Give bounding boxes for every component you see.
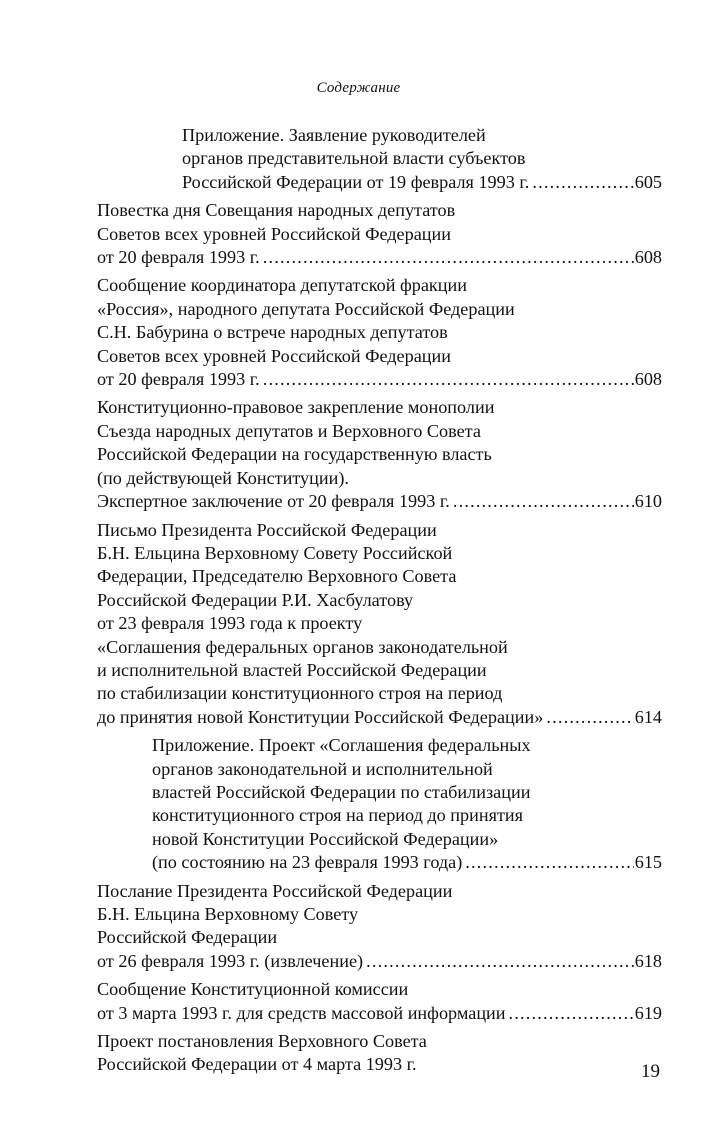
toc-entry-line: от 3 марта 1993 г. для средств массовой информации <box>97 1002 506 1023</box>
toc-entry <box>97 274 662 391</box>
toc-entry-line: Российской Федерации от 4 марта 1993 г. <box>97 1054 417 1075</box>
toc-entry-line: С.Н. Бабурина о встрече народных депутатов <box>97 322 448 343</box>
toc-entry-line: Российской Федерации <box>97 927 278 948</box>
toc-entry-line: властей Российской Федерации по стабилизации <box>152 781 531 802</box>
toc-entry-line: от 20 февраля 1993 г. <box>97 247 260 268</box>
toc-entry <box>97 880 662 974</box>
toc-entry-line: органов законодательной и исполнительной <box>152 758 493 779</box>
toc-entry <box>97 199 662 269</box>
toc-entry-line: Федерации, Председателю Верховного Совета <box>97 566 457 587</box>
toc-entry-line: Российской Федерации на государственную власть <box>97 444 492 465</box>
toc-entry-line: Проект постановления Верховного Совета <box>97 1031 427 1052</box>
toc-entry-line: по стабилизации конституционного строя на период <box>97 683 503 704</box>
toc-entry-line: Б.Н. Ельцина Верховному Совету Российской <box>97 542 453 563</box>
toc-page-ref: 615 <box>634 852 662 873</box>
toc-entry-line: Советов всех уровней Российской Федерации <box>97 223 451 244</box>
toc-entry-line: конституционного строя на период до принятия <box>152 805 524 826</box>
toc-page-ref: 614 <box>634 706 662 727</box>
toc-entry-line: Повестка дня Совещания народных депутатов <box>97 200 456 221</box>
toc-entry-line: Съезда народных депутатов и Верховного Совета <box>97 420 481 441</box>
toc-entry-line: и исполнительной властей Российской Федерации <box>97 659 487 680</box>
dot-leader <box>263 368 634 391</box>
toc-entry-line: Экспертное заключение от 20 февраля 1993 г. <box>97 491 450 512</box>
toc-entry <box>97 978 662 1025</box>
toc-page-ref: 618 <box>634 950 662 971</box>
table-of-contents <box>97 124 662 1082</box>
toc-page-ref: 605 <box>634 171 662 192</box>
toc-entry-line: Письмо Президента Российской Федерации <box>97 519 437 540</box>
toc-entry-last-line <box>97 1002 662 1025</box>
toc-entry <box>97 734 662 874</box>
toc-entry-line: Российской Федерации Р.И. Хасбулатову <box>97 589 414 610</box>
toc-entry-last-line <box>152 851 662 874</box>
toc-entry-line: Б.Н. Ельцина Верховному Совету <box>97 904 359 924</box>
toc-entry-line: до принятия новой Конституции Российской Федерации» <box>97 706 544 727</box>
dot-leader <box>465 851 633 874</box>
toc-entry <box>97 396 662 513</box>
toc-entry-last-line <box>97 246 662 269</box>
toc-entry-line: «Россия», народного депутата Российской Федерации <box>97 298 515 319</box>
toc-entry-line: Российской Федерации от 19 февраля 1993 г. <box>182 171 530 192</box>
toc-entry <box>97 124 662 194</box>
toc-entry-last-line <box>97 490 662 513</box>
toc-entry-line: Послание Президента Российской Федерации <box>97 880 453 901</box>
toc-entry-line: от 23 февраля 1993 года к проекту <box>97 613 363 634</box>
toc-page-ref: 610 <box>634 491 662 512</box>
toc-entry-line: (по действующей Конституции). <box>97 467 349 488</box>
toc-entry-last-line <box>97 368 662 391</box>
toc-page-ref: 608 <box>634 247 662 268</box>
dot-leader <box>366 950 634 973</box>
dot-leader <box>509 1002 634 1025</box>
dot-leader <box>263 246 634 269</box>
toc-entry <box>97 1030 662 1077</box>
toc-entry-line: Приложение. Проект «Соглашения федеральных <box>152 735 531 756</box>
toc-page-ref: 619 <box>634 1002 662 1023</box>
toc-entry-line: Приложение. Заявление руководителей <box>182 125 486 145</box>
running-header: Содержание <box>316 80 401 96</box>
dot-leader <box>532 171 633 194</box>
toc-entry-line: органов представительной власти субъектов <box>182 148 526 169</box>
toc-entry-line: Советов всех уровней Российской Федерации <box>97 345 451 366</box>
toc-entry-line: Конституционно-правовое закрепление монополии <box>97 397 495 418</box>
dot-leader <box>546 706 633 729</box>
dot-leader <box>453 490 634 513</box>
toc-entry-last-line <box>97 706 662 729</box>
toc-entry-last-line <box>182 171 662 194</box>
toc-entry-line: (по состоянию на 23 февраля 1993 года) <box>152 852 463 873</box>
toc-entry-line: от 26 февраля 1993 г. (извлечение) <box>97 950 364 971</box>
toc-entry <box>97 519 662 730</box>
toc-entry-line: Сообщение Конституционной комиссии <box>97 979 409 1000</box>
toc-entry-line: новой Конституции Российской Федерации» <box>152 828 499 849</box>
toc-entry-line: Сообщение координатора депутатской фракции <box>97 275 467 296</box>
page-number: 19 <box>641 1061 660 1082</box>
toc-entry-last-line <box>97 950 662 973</box>
toc-entry-line: «Соглашения федеральных органов законодательной <box>97 636 508 657</box>
toc-entry-line: от 20 февраля 1993 г. <box>97 369 260 390</box>
toc-page-ref: 608 <box>634 369 662 390</box>
